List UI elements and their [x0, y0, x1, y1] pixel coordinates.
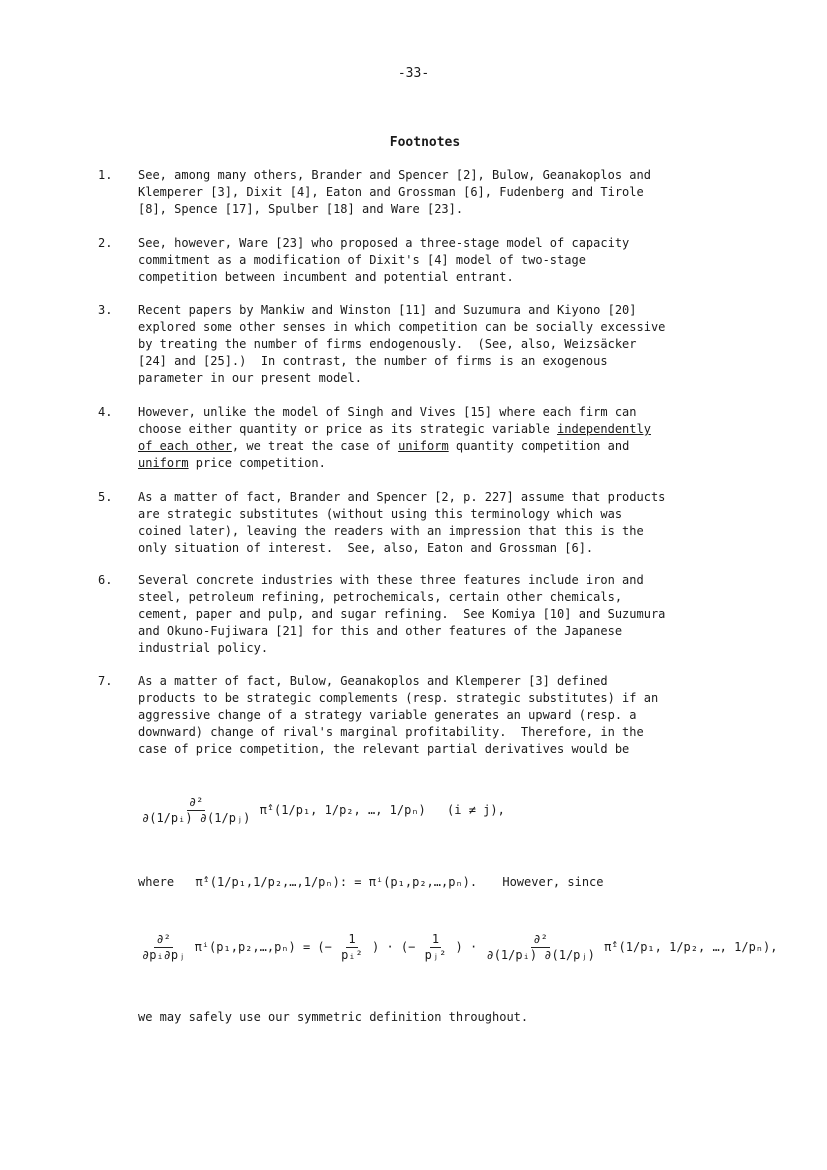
closing-sentence: we may safely use our symmetric definition throughout.	[138, 1010, 529, 1024]
footnote-line: industrial policy.	[138, 641, 269, 655]
lhs-fraction	[140, 932, 187, 963]
fraction-numerator: 1	[348, 932, 356, 946]
footnote-line	[138, 421, 758, 438]
footnote-number: 3.	[98, 303, 113, 317]
footnote-4	[98, 404, 758, 472]
footnote-text: quantity competition and	[448, 439, 630, 453]
footnote-number: 4.	[98, 405, 113, 419]
footnote-1	[98, 167, 758, 218]
footnote-line: and Okuno-Fujiwara [21] for this and other features of the Japanese	[138, 624, 623, 638]
footnote-line: As a matter of fact, Bulow, Geanakoplos and Klemperer [3] defined	[138, 674, 608, 688]
fraction-numerator: 1	[431, 932, 440, 946]
footnote-line: coined later), leaving the readers with an impression that this is the	[138, 524, 644, 538]
where-line	[138, 875, 604, 889]
underlined-text: independently	[557, 422, 651, 436]
footnote-line: competition between incumbent and potential entrant.	[138, 270, 514, 284]
equation-1	[140, 795, 505, 826]
fraction	[484, 932, 596, 963]
footnote-line	[138, 455, 758, 472]
footnote-text: choose either quantity or price as its strategic variable	[138, 422, 558, 436]
footnote-line: explored some other senses in which competition can be socially excessive	[138, 320, 666, 334]
underlined-text: of each other	[138, 439, 232, 453]
footnote-3	[98, 302, 758, 387]
page-number: -33-	[397, 66, 430, 81]
footnote-line: only situation of interest. See, also, Eaton and Grossman [6].	[138, 541, 594, 555]
footnote-line: steel, petroleum refining, petrochemicals, certain other chemicals,	[138, 590, 623, 604]
footnote-line: See, however, Ware [23] who proposed a three-stage model of capacity	[138, 236, 630, 250]
where-label: where	[138, 875, 175, 889]
footnote-number: 6.	[98, 573, 113, 587]
footnote-line: cement, paper and pulp, and sugar refining. See Komiya [10] and Suzumura	[138, 607, 666, 621]
footnote-7	[98, 673, 758, 758]
footnote-line: [24] and [25].) In contrast, the number of firms is an exogenous	[138, 354, 608, 368]
footnote-line: Several concrete industries with these three features include iron and	[138, 573, 644, 587]
equation-condition: (i ≠ j),	[447, 803, 505, 817]
footnote-line: are strategic substitutes (without using this terminology which was	[138, 507, 623, 521]
footnote-line: See, among many others, Brander and Spencer [2], Bulow, Geanakoplos and	[138, 168, 651, 182]
footnote-text: price competition.	[188, 456, 326, 470]
fraction-denominator: ∂pᵢ∂pⱼ	[142, 948, 186, 962]
fraction-numerator: ∂²	[188, 795, 204, 809]
footnote-line: [8], Spence [17], Spulber [18] and Ware [23].	[138, 202, 464, 216]
equation-expression: πⁱ(p₁,p₂,…,pₙ) = (−	[194, 940, 332, 954]
footnotes-title: Footnotes	[389, 135, 461, 150]
fraction-denominator: ∂(1/pᵢ) ∂(1/pⱼ)	[142, 811, 251, 825]
footnote-line: Recent papers by Mankiw and Winston [11] and Suzumura and Kiyono [20]	[138, 303, 637, 317]
footnote-line: Klemperer [3], Dixit [4], Eaton and Grossman [6], Fudenberg and Tirole	[138, 185, 644, 199]
footnote-line	[138, 438, 758, 455]
however-text: However, since	[502, 875, 604, 889]
footnote-line: aggressive change of a strategy variable generates an upward (resp. a	[138, 708, 637, 722]
equation-2	[140, 932, 777, 963]
footnote-line: parameter in our present model.	[138, 371, 362, 385]
fraction-denominator: ∂(1/pᵢ) ∂(1/pⱼ)	[486, 948, 595, 962]
footnote-number: 1.	[98, 168, 113, 182]
equation-operator: ) ·	[455, 940, 478, 954]
equation-expression: π̂ⁱ(1/p₁, 1/p₂, …, 1/pₙ)	[259, 803, 426, 817]
partial-derivative-fraction	[140, 795, 252, 826]
fraction	[339, 932, 365, 963]
footnote-line: commitment as a modification of Dixit's [4] model of two-stage	[138, 253, 586, 267]
footnote-line: However, unlike the model of Singh and Vives [15] where each firm can	[138, 405, 637, 419]
underlined-text: uniform	[398, 439, 449, 453]
footnote-number: 7.	[98, 674, 113, 688]
footnote-line: case of price competition, the relevant partial derivatives would be	[138, 742, 630, 756]
where-expression: π̂ⁱ(1/p₁,1/p₂,…,1/pₙ): = πⁱ(p₁,p₂,…,pₙ).	[195, 875, 478, 889]
footnote-number: 5.	[98, 490, 113, 504]
fraction-numerator: ∂²	[533, 932, 548, 946]
footnote-6	[98, 572, 758, 657]
footnote-text: , we treat the case of	[231, 439, 399, 453]
equation-operator: ) · (−	[372, 940, 416, 954]
fraction	[423, 932, 449, 963]
fraction-denominator: pᵢ²	[341, 948, 363, 962]
footnote-5	[98, 489, 758, 557]
footnote-line: downward) change of rival's marginal profitability. Therefore, in the	[138, 725, 644, 739]
footnote-number: 2.	[98, 236, 113, 250]
underlined-text: uniform	[138, 456, 189, 470]
fraction-denominator: pⱼ²	[424, 948, 447, 962]
equation-expression: π̂ⁱ(1/p₁, 1/p₂, …, 1/pₙ),	[604, 940, 778, 954]
footnote-2	[98, 235, 758, 286]
footnote-line: As a matter of fact, Brander and Spencer [2, p. 227] assume that products	[138, 490, 666, 504]
fraction-numerator: ∂²	[156, 932, 171, 946]
footnote-line: products to be strategic complements (resp. strategic substitutes) if an	[138, 691, 659, 705]
footnote-line: by treating the number of firms endogenously. (See, also, Weizsäcker	[138, 337, 637, 351]
